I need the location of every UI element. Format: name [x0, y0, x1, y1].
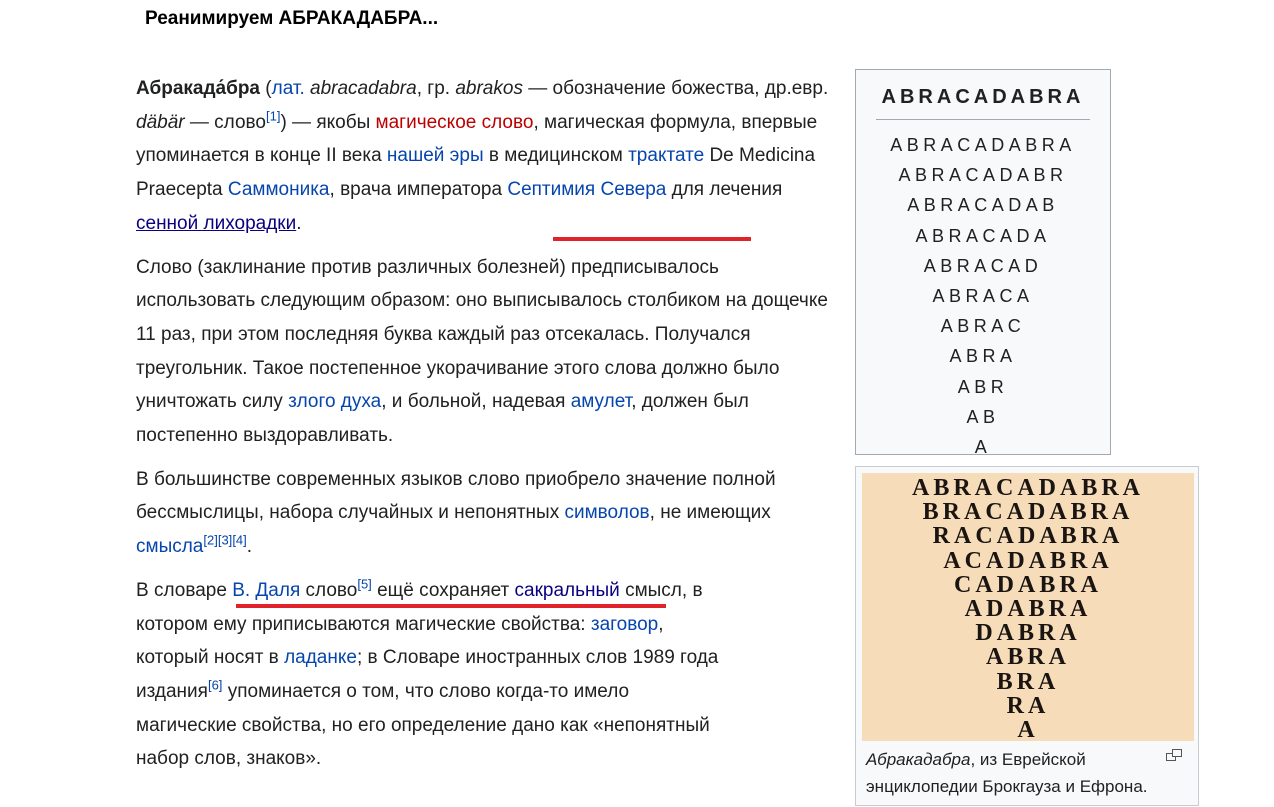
ref-1[interactable]: [1] [265, 108, 281, 124]
image-line: A [1017, 716, 1039, 741]
page-title: Реанимируем АБРАКАДАБРА... [145, 8, 439, 29]
triangle-line: AB [966, 406, 1000, 427]
article-body [136, 72, 836, 786]
paragraph-1: Абракада́бра (лат. abracadabra, гр. abrakos — обозначение божества, др.евр. däbär — слово[1]) — якобы магическое слово, магическая формула, впервые упоминается в конце II века нашей эры в медицинском трактате De Medicina Praecepta Саммоника, врача императора Септимия Севера для лечения сенной лихорадки. [136, 78, 829, 234]
link-lat[interactable]: лат. [271, 78, 305, 99]
triangle-line: ABRACADABRA [890, 135, 1076, 155]
paragraph-3: В большинстве современных языков слово приобрело значение полной бессмыслицы, набора случайных и непонятных символов, не имеющих смысла[2][3][4]. [136, 468, 776, 558]
triangle-line: ABRAC [940, 316, 1026, 337]
link-dal[interactable]: В. Даля [232, 579, 301, 601]
infobox [855, 69, 1111, 455]
image-line: ACADABRA [943, 547, 1113, 574]
abracadabra-amulet-image[interactable] [862, 473, 1194, 741]
image-line: ADABRA [964, 595, 1092, 622]
image-line: CADABRA [954, 571, 1102, 598]
triangle-line: ABRACADA [915, 225, 1051, 246]
link-magic-word[interactable]: магическое слово [375, 111, 534, 133]
image-caption: Абракадабра, из Еврейской энциклопедии Брокгауза и Ефрона. [866, 750, 1148, 796]
article-term: Абракада́бра [136, 78, 260, 99]
link-ladanka[interactable]: ладанке [284, 647, 357, 669]
triangle-line: ABRACAD [923, 255, 1043, 276]
ref-6[interactable]: [6] [207, 677, 223, 693]
triangle-line: ABR [957, 376, 1009, 397]
image-line: BRA [996, 668, 1060, 695]
link-meaning[interactable]: смысла [136, 536, 204, 558]
link-spell[interactable]: заговор [590, 613, 659, 635]
image-line: ABRACADABRA [911, 475, 1144, 501]
ref-4[interactable]: [4] [232, 532, 247, 548]
link-sacral[interactable]: сакральный [514, 579, 620, 601]
link-hay-fever[interactable]: сенной лихорадки [136, 212, 297, 234]
link-amulet[interactable]: амулет [570, 391, 632, 413]
link-evil-spirit[interactable]: злого духа [288, 391, 382, 413]
image-line: BRACADABRA [922, 499, 1134, 526]
highlight-underline-dal [236, 604, 666, 608]
triangle-line: ABRACA [932, 285, 1034, 306]
link-sammonicus[interactable]: Саммоника [227, 179, 330, 201]
image-line: DABRA [975, 620, 1081, 647]
image-line: ABRA [985, 644, 1070, 671]
image-thumbnail [855, 466, 1199, 806]
paragraph-4: В словаре В. Даля слово[5] ещё сохраняет сакральный смысл, в котором ему приписываются магические свойства: заговор, который носят в ладанке; в Словаре иностранных слов 1989 года издания[6] упоминается о том, что слово когда-то имело магические свойства, но его определение дано как «непонятный набор слов, знаков». [136, 576, 719, 770]
abracadabra-triangle [856, 130, 1110, 462]
link-septimius-severus[interactable]: Септимия Севера [507, 179, 667, 201]
infobox-title: ABRACADABRA [881, 86, 1085, 108]
triangle-line: A [974, 436, 992, 457]
highlight-underline-hay-fever [553, 237, 751, 241]
triangle-line: ABRACADAB [907, 195, 1059, 216]
triangle-line: ABRACADABR [898, 165, 1068, 186]
paragraph-2: Слово (заклинание против различных болезней) предписывалось использовать следующим образом: оно выписывалось столбиком на дощечке 11 раз, при этом последняя буква каждый раз отсекалась. Получался треугольник. Такое постепенное укорачивание этого слова должно было уничтожать силу злого духа, и больной, надевая амулет, должен был постепенно выздоравливать. [136, 256, 828, 447]
image-line: RA [1006, 692, 1050, 719]
link-our-era[interactable]: нашей эры [386, 145, 484, 167]
link-symbols[interactable]: символов [564, 502, 650, 524]
ref-3[interactable]: [3] [217, 532, 233, 548]
image-line: RACADABRA [932, 523, 1124, 550]
triangle-line: ABRA [949, 346, 1017, 367]
ref-5[interactable]: [5] [357, 576, 372, 592]
ref-2[interactable]: [2] [203, 532, 218, 548]
link-treatise[interactable]: трактате [628, 145, 705, 167]
infobox-divider [876, 119, 1090, 120]
